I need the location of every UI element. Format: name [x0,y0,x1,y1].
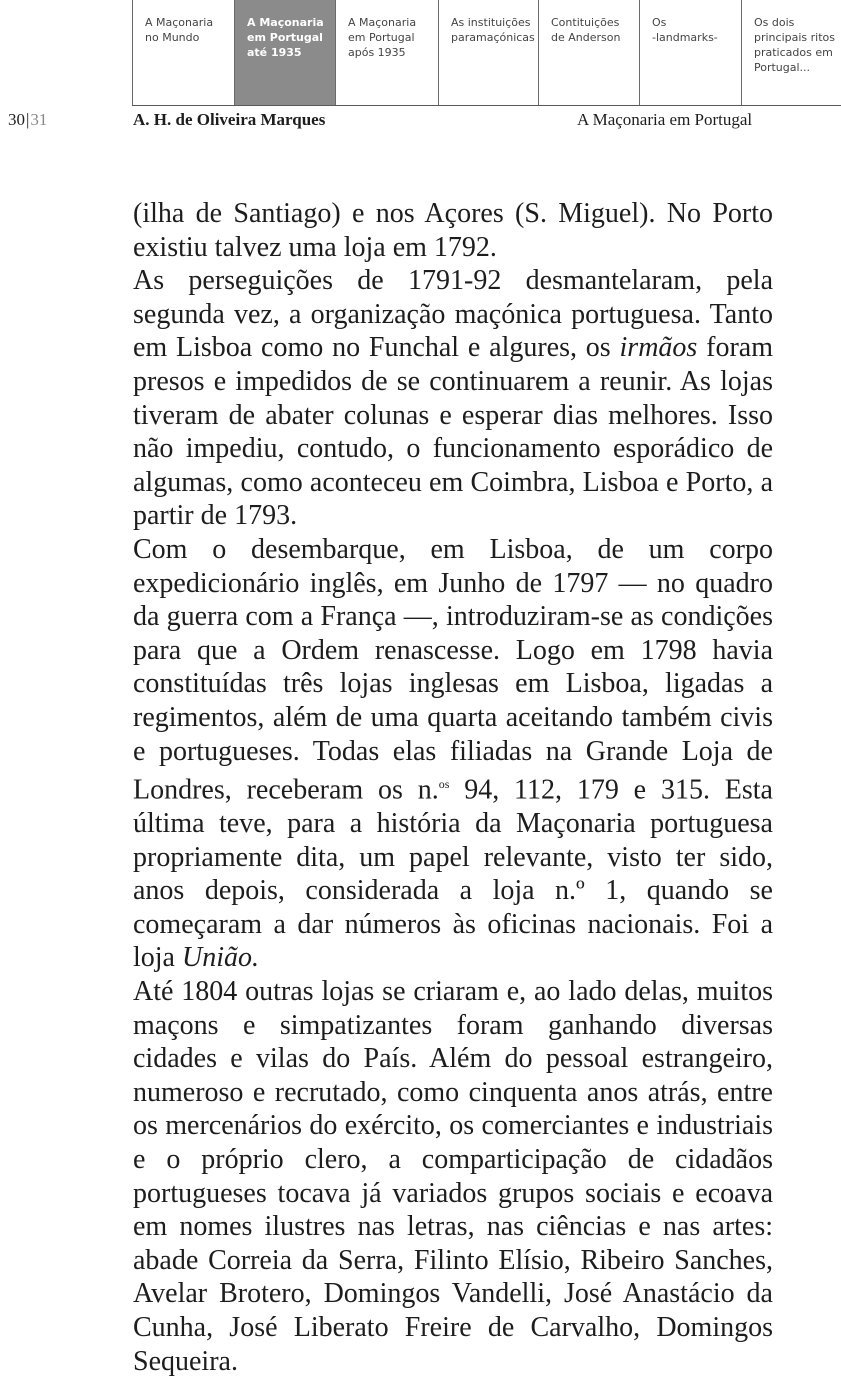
superscript-text: os [438,777,450,792]
tab-maconaria-portugal-ate-1935[interactable] [234,0,335,105]
tab-label-line: praticados em [754,46,833,59]
tab-label-line: As instituições [451,16,531,29]
page-number-right: 31 [30,110,48,129]
italic-text: União. [182,942,259,974]
paragraph-text: Com o desembarque, em Lisboa, de um corpo expedicionário inglês, em Junho de 1797 — no quadro da guerra com a França —, introduziram-se as condições para que a Ordem renascesse. Logo em 1798 havia constituídas três lojas inglesas em Lisboa, ligadas a regimentos, além de uma quarta aceitando também civis e portugueses. Todas elas filiadas na Grande Loja de Londres, receberam os n. [133,533,773,806]
tab-label-line: Portugal... [754,61,811,74]
tab-maconaria-portugal-apos-1935[interactable] [335,0,438,105]
chapter-tabs [132,0,841,105]
tab-label-line: A Maçonaria [145,16,214,29]
tab-label-line: de Anderson [551,31,621,44]
paragraph-text: Até 1804 outras lojas se criaram e, ao lado delas, muitos maçons e simpatizantes foram ganhando diversas cidades e vilas do País. Além do pessoal estrangeiro, numeroso e recrutado, como cinquenta anos atrás, entre os mercenários do exército, os comerciantes e industriais e o próprio clero, a comparticipação de cidadãos portugueses tocava já variados grupos sociais e ecoava em nomes ilustres nas letras, nas ciências e nas artes: abade Correia da Serra, Filinto Elísio, Ribeiro Sanches, Avelar Brotero, Domingos Vandelli, José Anastácio da Cunha, José Liberato Freire de Carvalho, Domingos Sequeira. [133,975,773,1377]
tab-principais-ritos[interactable] [741,0,841,105]
tab-label-line: A Maçonaria [348,16,417,29]
tab-label-line: principais ritos [754,31,835,44]
page-numbers [8,110,47,130]
italic-text: irmãos [619,332,698,364]
tab-instituicoes-paramaconicas[interactable] [438,0,538,105]
tab-label-line: Contituições [551,16,620,29]
tab-label-line: paramaçónicas [451,31,535,44]
page-number-separator: | [26,110,30,129]
tab-label-line: em Portugal [247,31,323,44]
tab-label-line: até 1935 [247,46,302,59]
tab-label-line: em Portugal [348,31,415,44]
paragraph-text: 94, 112, 179 e 315. Esta última teve, para a história da Maçonaria portuguesa propriamente dita, um papel relevante, visto ter sido, anos depois, considerada a loja n.º 1, quando se começaram a dar números às oficinas nacionais. Foi a loja [133,774,773,974]
tab-maconaria-no-mundo[interactable] [132,0,234,105]
paragraph-text: (ilha de Santiago) e nos Açores (S. Miguel). No Porto existiu talvez uma loja em 1792. [133,198,773,263]
paragraph [133,533,773,975]
tab-landmarks[interactable] [639,0,741,105]
body-text [133,197,773,1378]
paragraph-text: As perseguições de 1791-92 desmantelaram, pela segunda vez, a organização maçónica portuguesa. Tanto em Lisboa como no Funchal e algures, os [133,265,773,364]
header-rule [132,105,841,106]
running-head-author: A. H. de Oliveira Marques [133,110,326,129]
tab-label-line: Os [652,16,667,29]
tab-label-line: -landmarks- [652,31,718,44]
tab-label-line: no Mundo [145,31,200,44]
page-number-left: 30 [8,110,25,129]
paragraph-text: foram presos e impedidos de se continuarem a reunir. As lojas tiveram de abater colunas e esperar dias melhores. Isso não impediu, contudo, o funcionamento esporádico de algumas, como aconteceu em Coimbra, Lisboa e Porto, a partir de 1793. [133,332,773,532]
paragraph [133,197,773,264]
tab-constituicoes-anderson[interactable] [538,0,639,105]
tab-label-line: A Maçonaria [247,16,324,29]
running-head-title: A Maçonaria em Portugal [577,110,753,129]
tab-label-line: Os dois [754,16,795,29]
paragraph [133,264,773,533]
tab-label-line: após 1935 [348,46,406,59]
paragraph [133,975,773,1378]
